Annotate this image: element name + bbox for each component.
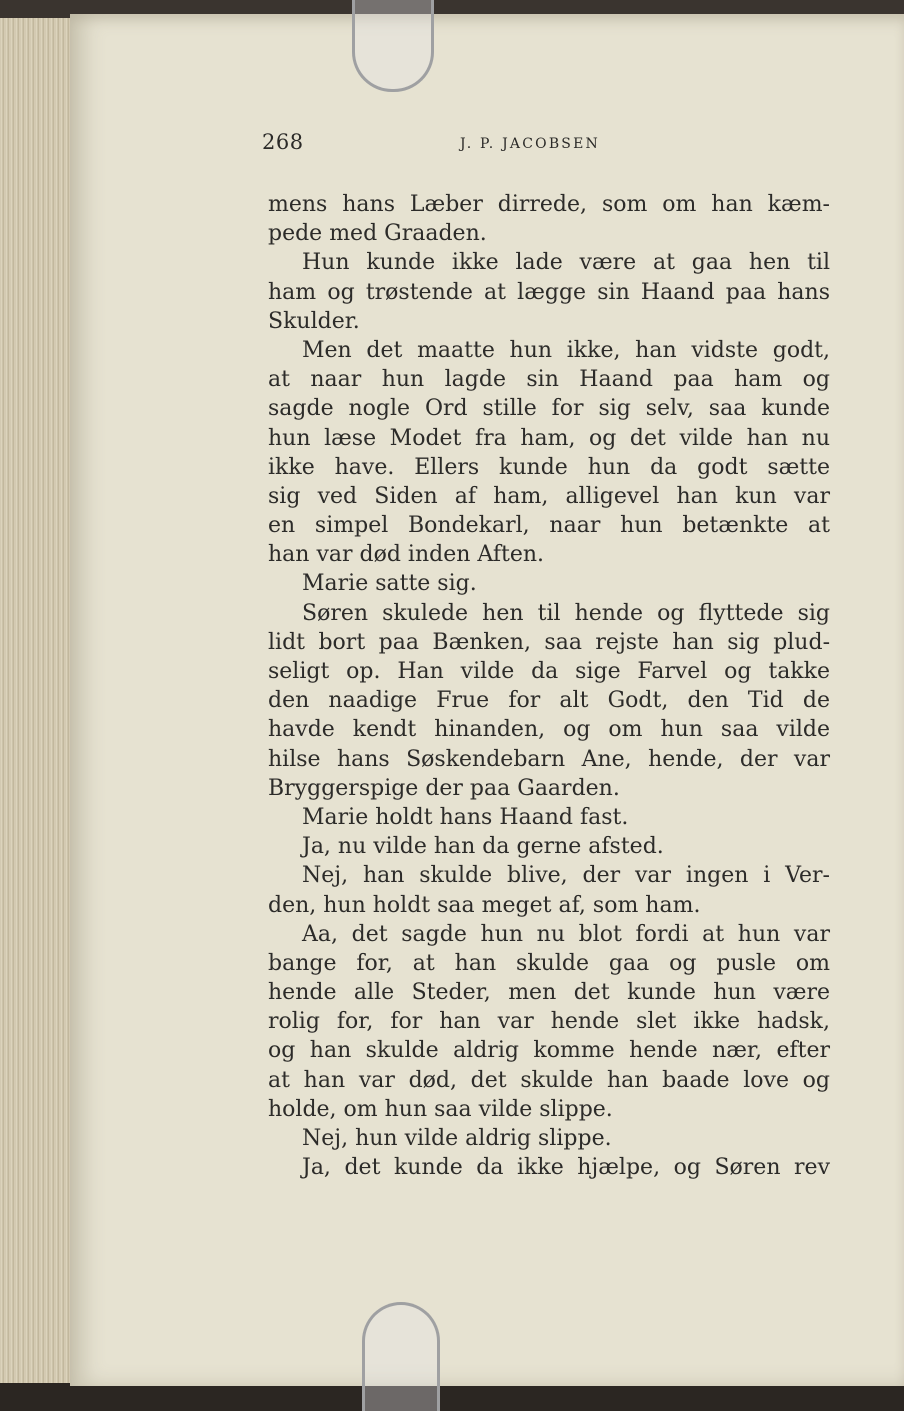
- text-line: den naadige Frue for alt Godt, den Tid de: [268, 688, 830, 714]
- text-line: sig ved Siden af ham, alligevel han kun var: [268, 483, 830, 509]
- text-line: Bryggerspige der paa Gaarden.: [268, 775, 620, 801]
- text-line: Men det maatte hun ikke, han vidste godt,: [302, 337, 830, 363]
- text-line: han var død inden Aften.: [268, 542, 545, 568]
- page-clip-bottom: [362, 1302, 440, 1411]
- text-line: hende alle Steder, men det kunde hun være: [268, 980, 830, 1006]
- page-number: 268: [262, 130, 304, 154]
- text-line: Ja, det kunde da ikke hjælpe, og Søren rev: [302, 1155, 830, 1181]
- text-line: mens hans Læber dirrede, som om han kæm-: [268, 192, 830, 217]
- body-text: [268, 190, 830, 1182]
- text-line: Hun kunde ikke lade være at gaa hen til: [302, 250, 830, 276]
- page-header: [262, 130, 642, 162]
- text-line: pede med Graaden.: [268, 221, 487, 247]
- text-line: at han var død, det skulde han baade love og: [268, 1067, 830, 1093]
- text-line: seligt op. Han vilde da sige Farvel og takke: [268, 659, 830, 684]
- text-line: Nej, han skulde blive, der var ingen i Ver-: [302, 863, 830, 889]
- page-clip-top: [352, 0, 434, 92]
- text-line: og han skulde aldrig komme hende nær, efter: [268, 1038, 830, 1064]
- text-line: den, hun holdt saa meget af, som ham.: [268, 892, 701, 918]
- text-line: Aa, det sagde hun nu blot fordi at hun var: [302, 921, 830, 947]
- text-line: lidt bort paa Bænken, saa rejste han sig plud-: [268, 629, 830, 655]
- text-line: at naar hun lagde sin Haand paa ham og: [268, 367, 830, 393]
- running-head: J. P. JACOBSEN: [460, 136, 600, 152]
- text-line: Søren skulede hen til hende og flyttede sig: [302, 600, 830, 626]
- text-line: Skulder.: [268, 308, 360, 334]
- text-line: sagde nogle Ord stille for sig selv, saa kunde: [268, 396, 830, 422]
- text-line: Marie holdt hans Haand fast.: [302, 804, 629, 830]
- text-line: ikke have. Ellers kunde hun da godt sætte: [268, 454, 830, 480]
- text-line: rolig for, for han var hende slet ikke hadsk,: [268, 1009, 830, 1035]
- text-line: Marie satte sig.: [302, 571, 477, 597]
- text-line: havde kendt hinanden, og om hun saa vilde: [268, 717, 830, 743]
- text-line: hilse hans Søskendebarn Ane, hende, der var: [268, 746, 830, 772]
- text-line: ham og trøstende at lægge sin Haand paa hans: [268, 279, 830, 305]
- text-line: Ja, nu vilde han da gerne afsted.: [302, 834, 664, 860]
- text-line: bange for, at han skulde gaa og pusle om: [268, 950, 830, 976]
- page-edges: [0, 18, 80, 1383]
- text-line: holde, om hun saa vilde slippe.: [268, 1096, 613, 1122]
- text-line: hun læse Modet fra ham, og det vilde han nu: [268, 425, 830, 451]
- text-line: en simpel Bondekarl, naar hun betænkte at: [268, 513, 830, 539]
- text-line: Nej, hun vilde aldrig slippe.: [302, 1126, 612, 1151]
